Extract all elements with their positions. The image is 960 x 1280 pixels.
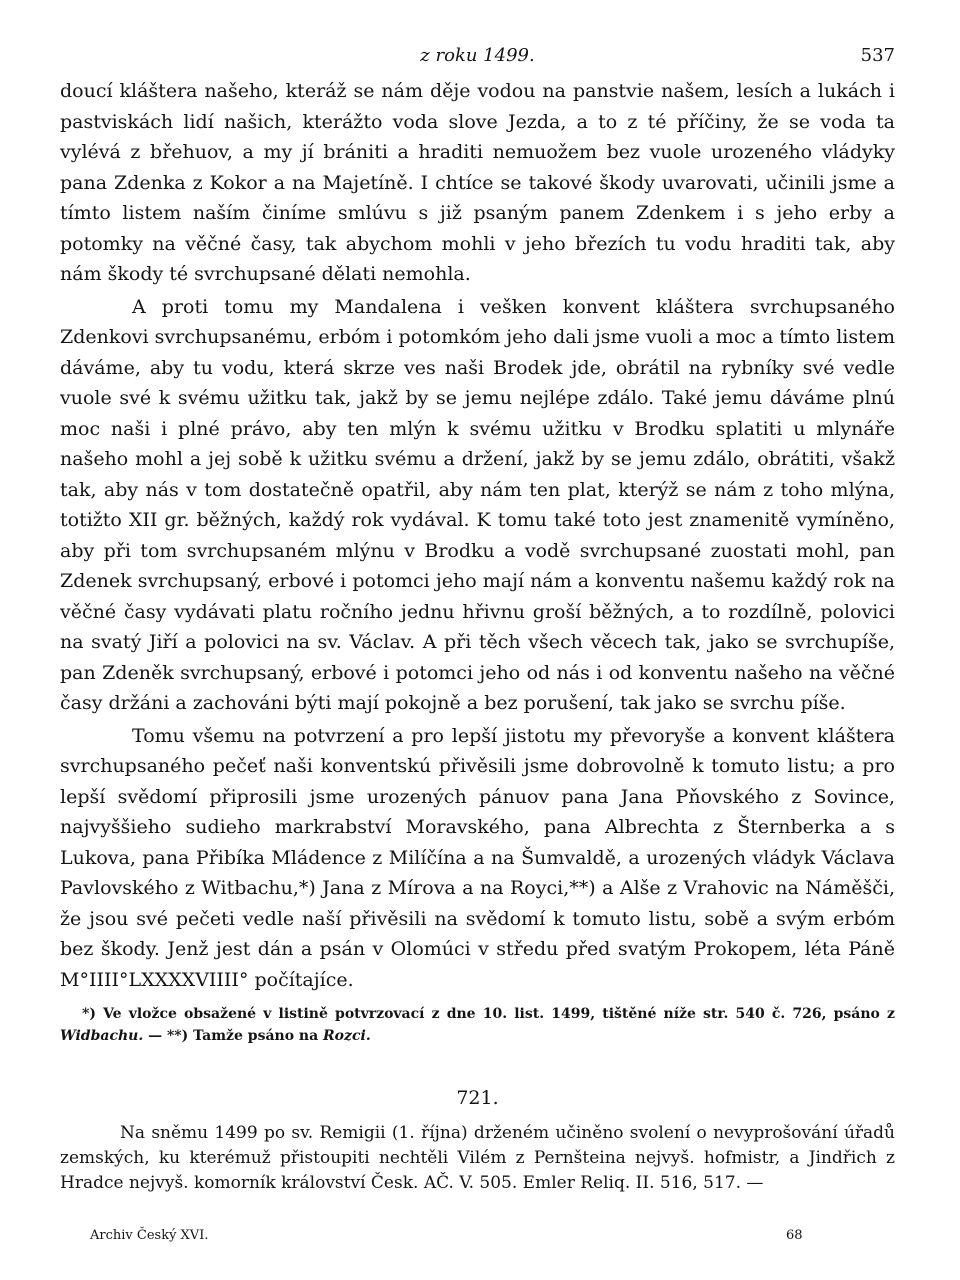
paragraph: A proti tomu my Mandalena i vešken konvent kláštera svrchupsaného Zdenkovi svrchupsanému, erbóm i potomkóm jeho dali jsme vuoli a moc a tímto listem dáváme, aby tu vodu, která skrze ves naši Brodek jde, obrátil na rybníky své vedle vuole své k svému užitku tak, jakž by se jemu nejlépe zdálo. Také jemu dáváme plnú moc naši i plné právo, aby ten mlýn k svému užitku v Brodku splatiti u mlynáře našeho mohl a jej sobě k užitku svému a držení, jakž by se jemu zdálo, obrátiti, všakž tak, aby nás v tom dostatečně opatřil, aby nám ten plat, kterýž se nám z toho mlýna, totižto XII gr. běžných, každý rok vydával. K tomu také toto jest znamenitě vymíněno, aby při tom svrchupsaném mlýnu v Brodku a vodě svrchupsané zuostati mohl, pan Zdenek svrchupsaný, erbové i potomci jeho mají nám a konventu našemu každý rok na věčné časy vydávati platu ročního jednu hřivnu groší běžných, a to rozdílně, polovici na svatý Jiří a polovici na sv. Václav. A při těch všech věcech tak, jako se svrchupíše, pan Zdeněk svrchupsaný, erbové i potomci jeho od nás i od konventu našeho na věčné časy držáni a zachováni býti mají pokojně a bez porušení, tak jako se svrchu píše. [60,295,895,714]
page-number: 537 [860,45,895,66]
body-text [60,76,895,995]
document-number: 721. [456,1087,499,1109]
paragraph-continuation: doucí kláštera našeho, kteráž se nám děje vodou na panstvie našem, lesích a lukách i pastviskách lidí našich, kterážto voda slove Jezda, a to z té příčiny, že se voda ta vylévá z břehuov, a my jí brániti a hraditi nemuožem bez vuole urozeného vládyky pana Zdenka z Kokor a na Majetíně. I chtíce se takové škody uvarovati, učinili jsme a tímto listem naším činíme smlúvu s již psaným panem Zdenkem i s jeho erby a potomky na věčné časy, tak abychom mohli v jeho březích tu vodu hraditi tak, aby nám škody té svrchupsané dělati nemohla. [60,80,895,285]
document-summary: Na sněmu 1499 po sv. Remigii (1. října) drženém učiněno svolení o nevyprošování úřadů zemských, ku kterémuž přistoupiti nechtěli Vilém z Pernšteina nejvyš. hofmistr, a Jindřich z Hradce nejvyš. komorník království Česk. AČ. V. 505. Emler Reliq. II. 516, 517. — [60,1123,895,1193]
footnote-2-place: Rozci. [323,1028,371,1044]
page-footer [60,1228,895,1248]
footnote-1-place: Widbachu. [60,1028,144,1044]
footnote-separator: — **) Tamže psáno na [143,1028,324,1044]
running-head: z roku 1499. [420,45,535,66]
footnote-1-text: *) Ve vložce obsažené v listině potvrzovací z dne 10. list. 1499, tištěné níže str. 540 č. 726, psáno z [82,1006,895,1022]
volume-label: Archiv Český XVI. [90,1228,209,1243]
book-page [60,40,895,1243]
paragraph: Tomu všemu na potvrzení a pro lepší jistotu my převoryše a konvent kláštera svrchupsaného pečeť naši konventskú přivěsili jsme dobrovolně k tomuto listu; a pro lepší svědomí připrosili jsme urozených pánuov pana Jana Pňovského z Sovince, najvyššieho sudieho markrabství Moravského, pana Albrechta z Šternberka a s Lukova, pana Přibíka Mládence z Milíčína a na Šumvaldě, a urozených vládyk Václava Pavlovského z Witbachu,*) Jana z Mírova a na Royci,**) a Alše z Vrahovic na Náměšči, že jsou své pečeti vedle naší přivěsili na svědomí k tomuto listu, sobě a svým erbóm bez škody. Jenž jest dán a psán v Olomúci v středu před svatým Prokopem, léta Páně M°IIII°LXXXXVIIII° počítajíce. [60,724,895,991]
page-header [60,40,895,76]
footnotes [60,1003,895,1047]
signature-mark: 68 [786,1228,803,1243]
